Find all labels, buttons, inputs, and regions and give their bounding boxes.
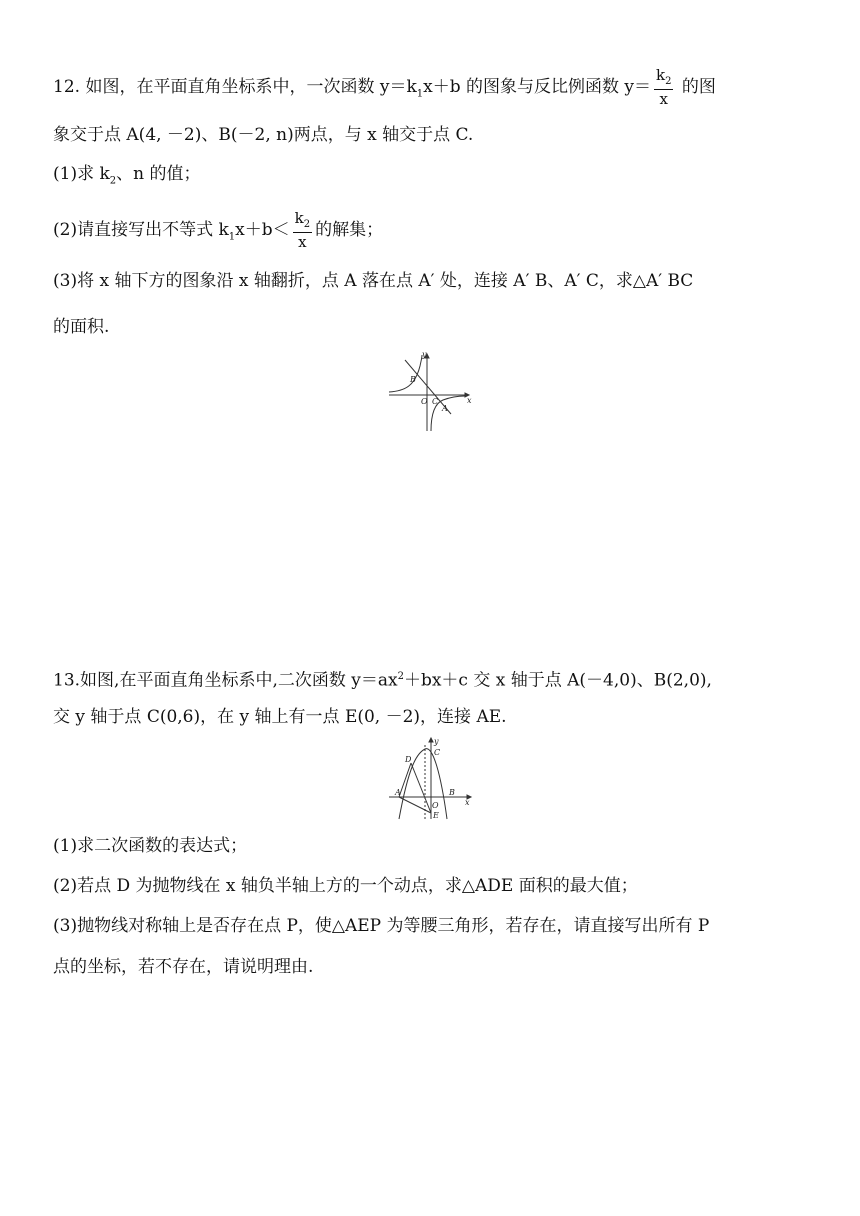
label-O: O (421, 397, 428, 406)
q12-text: (1)求 k (53, 164, 110, 184)
label-C: C (434, 748, 441, 757)
q13-part2: (2)若点 D 为抛物线在 x 轴负半轴上方的一个动点，求△ADE 面积的最大值； (53, 876, 638, 896)
label-C: C (432, 397, 439, 406)
y-arrow (429, 738, 433, 742)
q12-text: 的图 (676, 77, 716, 97)
q13-part3-line1: (3)抛物线对称轴上是否存在点 P，使△AEP 为等腰三角形，若存在，请直接写出所有 P (53, 916, 710, 936)
q13-line2: 交 y 轴于点 C(0,6)，在 y 轴上有一点 E(0, －2)，连接 AE. (53, 707, 507, 727)
q12-text: 、n 的值； (116, 164, 201, 184)
frac-den: x (659, 90, 668, 108)
fraction-k2-over-x (654, 68, 673, 107)
q12-text: (2)请直接写出不等式 k (53, 220, 229, 240)
subscript: 1 (228, 231, 236, 243)
q12-text: x＋b＜ (235, 220, 290, 240)
label-y: y (434, 737, 439, 746)
label-x: x (467, 396, 472, 405)
label-O: O (432, 801, 439, 810)
q12-line1 (53, 68, 716, 107)
q12-part3-line2: 的面积. (53, 317, 110, 337)
label-A: A (442, 404, 448, 413)
label-y: y (422, 350, 427, 359)
q13-text: ＋bx＋c 交 x 轴于点 A(－4,0)、B(2,0), (403, 670, 712, 691)
q12-part1 (53, 162, 201, 193)
label-B: B (449, 788, 455, 797)
subscript: 1 (416, 88, 424, 100)
frac-num: k (294, 209, 304, 227)
q12-text: x＋b 的图象与反比例函数 y＝ (423, 77, 652, 97)
q12-text: 12. 如图，在平面直角坐标系中，一次函数 y＝k (53, 77, 417, 97)
segment-AE (399, 797, 431, 813)
frac-den: x (298, 233, 307, 251)
q12-figure (385, 348, 475, 433)
segment-DE (411, 763, 431, 813)
q13-line1 (53, 665, 712, 693)
label-D: D (405, 755, 412, 764)
frac-num: k (656, 66, 666, 84)
q12-part3-line1: (3)将 x 轴下方的图象沿 x 轴翻折，点 A 落在点 A′ 处，连接 A′ B、A′ C，求△A′ BC (53, 271, 694, 291)
subscript: 2 (303, 219, 311, 230)
superscript: 2 (397, 671, 404, 682)
q13-figure (385, 735, 475, 820)
label-B: B (410, 375, 416, 384)
q12-line2: 象交于点 A(4, －2)、B(－2, n)两点，与 x 轴交于点 C. (53, 125, 474, 145)
q13-text: 13.如图,在平面直角坐标系中,二次函数 y＝ax (53, 670, 398, 691)
label-A: A (395, 788, 401, 797)
q12-text: 的解集； (315, 220, 384, 240)
q12-part2 (53, 211, 383, 250)
q13-part3-line2: 点的坐标，若不存在，请说明理由. (53, 957, 314, 977)
subscript: 2 (109, 175, 117, 187)
label-x: x (465, 798, 470, 807)
fraction-k2-over-x (293, 211, 312, 250)
q13-part1: (1)求二次函数的表达式； (53, 836, 248, 856)
label-E: E (433, 811, 439, 820)
subscript: 2 (665, 76, 672, 87)
